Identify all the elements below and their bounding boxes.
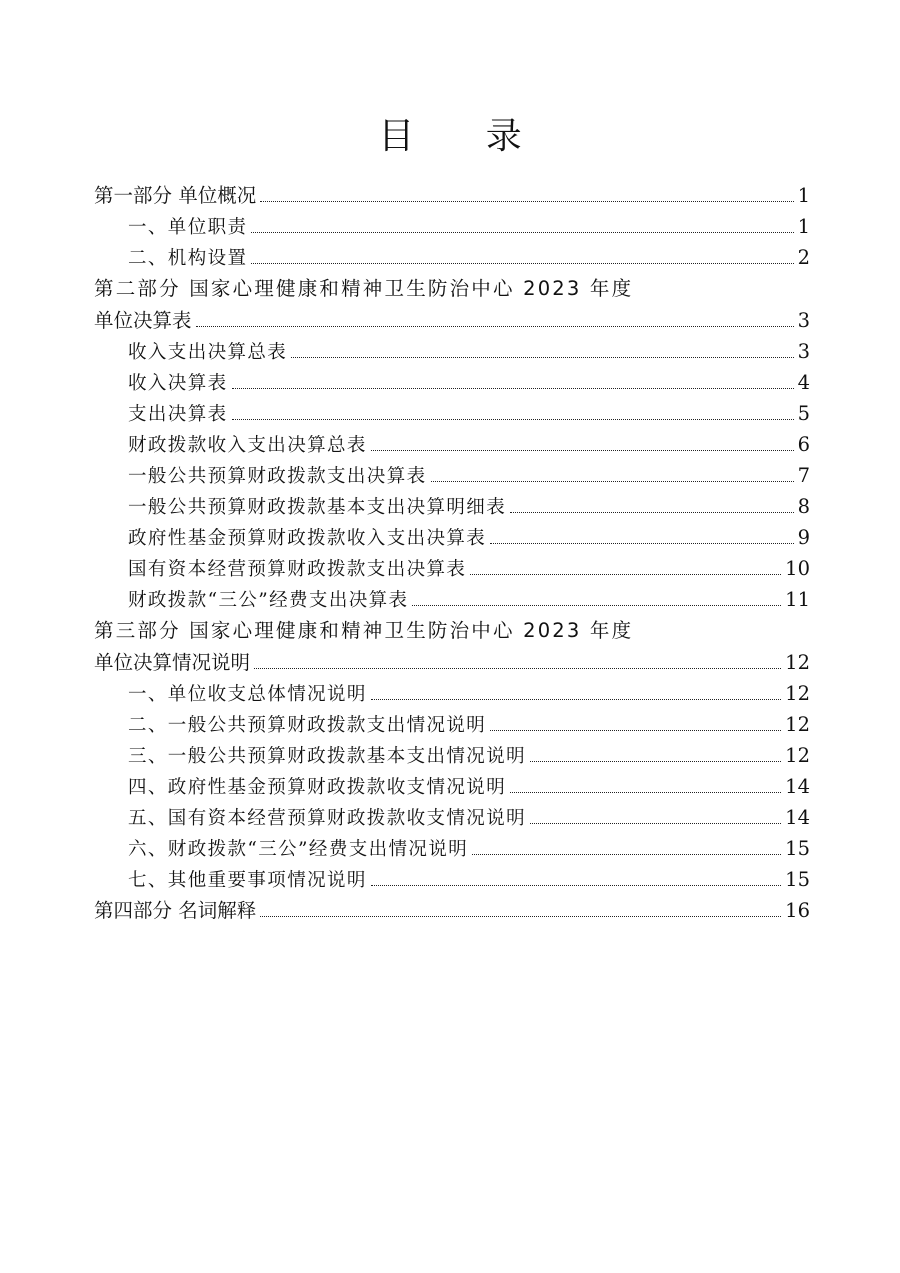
dot-leader [530, 822, 781, 824]
table-of-contents [94, 180, 810, 926]
toc-page-number: 5 [797, 402, 810, 425]
toc-subentry[interactable] [94, 678, 810, 709]
dot-leader [371, 884, 781, 886]
toc-entry-label: 收入支出决算总表 [128, 342, 288, 363]
toc-entry-label: 单位决算表 [94, 309, 192, 332]
toc-entry-label: 一般公共预算财政拨款支出决算表 [128, 466, 427, 487]
toc-page-number: 3 [797, 309, 810, 332]
toc-subentry[interactable] [94, 429, 810, 460]
dot-leader [530, 760, 781, 762]
toc-entry-label: 一般公共预算财政拨款基本支出决算明细表 [128, 497, 507, 518]
toc-entry-label: 支出决算表 [128, 404, 228, 425]
dot-leader [251, 231, 793, 233]
toc-subentry[interactable] [94, 211, 810, 242]
dot-leader [196, 325, 794, 327]
toc-page-number: 12 [785, 713, 810, 736]
toc-entry-label: 财政拨款“三公”经费支出决算表 [128, 590, 409, 611]
toc-entry-label: 第一部分 单位概况 [94, 184, 257, 207]
toc-subentry[interactable] [94, 367, 810, 398]
toc-entry-label: 第三部分 国家心理健康和精神卫生防治中心 2023 年度 [94, 619, 634, 642]
dot-leader [260, 200, 793, 202]
toc-subentry[interactable] [94, 553, 810, 584]
toc-entry-label: 财政拨款收入支出决算总表 [128, 435, 367, 456]
toc-entry-label: 收入决算表 [128, 373, 228, 394]
toc-page-number: 6 [797, 433, 810, 456]
toc-subentry[interactable] [94, 522, 810, 553]
toc-page-number: 4 [797, 371, 810, 394]
dot-leader [371, 449, 794, 451]
toc-page-number: 1 [797, 184, 810, 207]
toc-page-number: 12 [785, 682, 810, 705]
toc-entry-label: 政府性基金预算财政拨款收入支出决算表 [128, 528, 487, 549]
dot-leader [232, 418, 794, 420]
dot-leader [510, 511, 793, 513]
toc-subentry[interactable] [94, 802, 810, 833]
dot-leader [431, 480, 794, 482]
dot-leader [291, 356, 793, 358]
dot-leader [254, 667, 781, 669]
toc-page-number: 15 [785, 868, 810, 891]
toc-page-number: 14 [785, 806, 810, 829]
toc-subentry[interactable] [94, 336, 810, 367]
toc-entry-label: 四、政府性基金预算财政拨款收支情况说明 [128, 777, 507, 798]
toc-entry-label: 六、财政拨款“三公”经费支出情况说明 [128, 839, 469, 860]
toc-subentry[interactable] [94, 864, 810, 895]
dot-leader [232, 387, 794, 389]
dot-leader [472, 853, 781, 855]
dot-leader [510, 791, 781, 793]
toc-entry[interactable] [94, 180, 810, 211]
toc-subentry[interactable] [94, 491, 810, 522]
toc-page-number: 15 [785, 837, 810, 860]
toc-page-number: 2 [797, 246, 810, 269]
dot-leader [490, 542, 793, 544]
toc-entry-label: 一、单位收支总体情况说明 [128, 684, 367, 705]
toc-entry-label: 三、一般公共预算财政拨款基本支出情况说明 [128, 746, 527, 767]
toc-subentry[interactable] [94, 460, 810, 491]
toc-subentry[interactable] [94, 242, 810, 273]
dot-leader [490, 729, 781, 731]
dot-leader [251, 262, 793, 264]
toc-entry[interactable] [94, 895, 810, 926]
page-title: 目 录 [378, 116, 552, 157]
toc-page-number: 10 [785, 557, 810, 580]
toc-subentry[interactable] [94, 740, 810, 771]
toc-subentry[interactable] [94, 709, 810, 740]
toc-entry-label: 第二部分 国家心理健康和精神卫生防治中心 2023 年度 [94, 277, 634, 300]
toc-subentry[interactable] [94, 398, 810, 429]
dot-leader [470, 573, 781, 575]
toc-entry-label: 一、单位职责 [128, 217, 248, 238]
toc-entry[interactable] [94, 273, 810, 305]
toc-entry-label: 二、一般公共预算财政拨款支出情况说明 [128, 715, 487, 736]
toc-page-number: 1 [797, 215, 810, 238]
toc-entry-label: 第四部分 名词解释 [94, 899, 257, 922]
toc-entry-label: 国有资本经营预算财政拨款支出决算表 [128, 559, 467, 580]
toc-subentry[interactable] [94, 833, 810, 864]
toc-entry-label: 二、机构设置 [128, 248, 248, 269]
toc-entry[interactable] [94, 305, 810, 336]
toc-page-number: 9 [797, 526, 810, 549]
toc-subentry[interactable] [94, 771, 810, 802]
dot-leader [260, 915, 781, 917]
dot-leader [412, 604, 781, 606]
dot-leader [371, 698, 781, 700]
toc-entry-label: 五、国有资本经营预算财政拨款收支情况说明 [128, 808, 527, 829]
toc-page-number: 11 [785, 588, 810, 611]
toc-page-number: 14 [785, 775, 810, 798]
toc-page-number: 3 [797, 340, 810, 363]
toc-entry-label: 单位决算情况说明 [94, 651, 251, 674]
toc-page-number: 16 [785, 899, 810, 922]
toc-entry-label: 七、其他重要事项情况说明 [128, 870, 367, 891]
toc-page-number: 8 [797, 495, 810, 518]
toc-page-number: 12 [785, 744, 810, 767]
toc-entry[interactable] [94, 647, 810, 678]
toc-page-number: 7 [797, 464, 810, 487]
toc-page-number: 12 [785, 651, 810, 674]
toc-subentry[interactable] [94, 584, 810, 615]
toc-entry[interactable] [94, 615, 810, 647]
